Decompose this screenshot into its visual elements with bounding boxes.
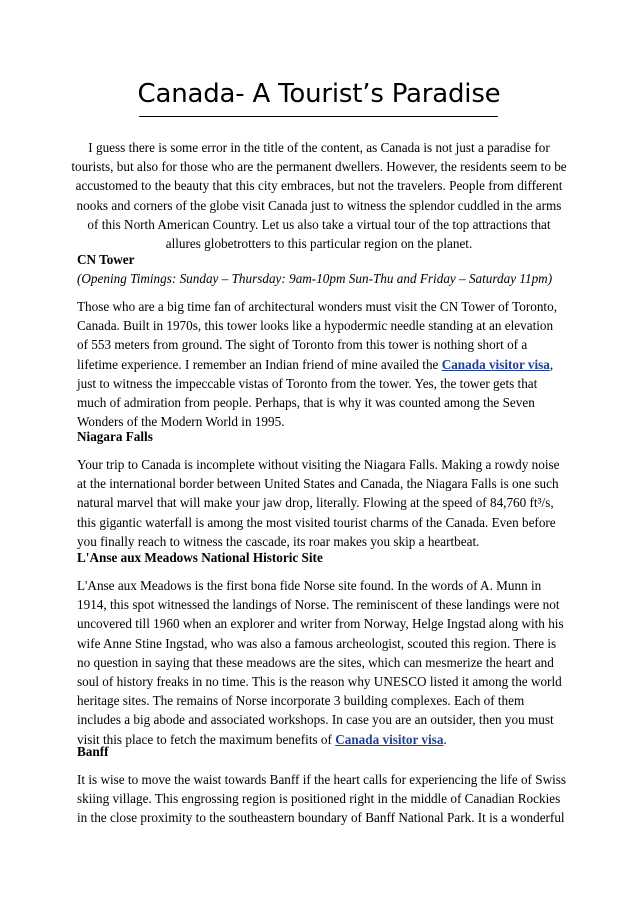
niagara-falls-heading: Niagara Falls	[77, 429, 153, 444]
canada-visitor-visa-link[interactable]: Canada visitor visa	[335, 731, 444, 747]
banff-paragraph: It is wise to move the waist towards Banff if the heart calls for experiencing the life of Swiss skiing village. This engrossing region is positioned right in the middle of Canadian Rockies in the close proximity to the southeastern boundary of Banff National Park. It is a wonderful	[77, 772, 567, 826]
banff-heading: Banff	[77, 744, 109, 759]
lanse-aux-meadows-paragraph	[77, 576, 567, 749]
title-underline	[139, 116, 498, 117]
intro-paragraph: I guess there is some error in the title of the content, as Canada is not just a paradise for tourists, but also for those who are the permanent dwellers. However, the residents seem to be accustomed to the beauty that this city embraces, but not the travelers. People from different nooks and corners of the globe visit Canada just to witness the splendor cuddled in the arms of this North American Country. Let us also take a virtual tour of the top attractions that allures globetrotters to this particular region on the planet.	[71, 140, 567, 252]
lanse-text-after: .	[443, 731, 447, 747]
lanse-text-before: L'Anse aux Meadows is the first bona fide Norse site found. In the words of A. Munn in 1914, this spot witnessed the landings of Norse. The reminiscent of these landings were not uncovered till 1960 when an explorer and writer from Norway, Helge Ingstad along with his wife Anne Stine Ingstad, who was also a famous archeologist, scouted this region. There is no question in saying that these meadows are the sites, which can mesmerize the heart and soul of history freaks in no time. This is the reason why UNESCO listed it among the world heritage sites. The remains of Norse incorporate 3 building complexes. Each of them includes a big abode and associated workshops. In case you are an outsider, then you must visit this place to fetch the maximum benefits of	[77, 578, 564, 747]
niagara-falls-paragraph: Your trip to Canada is incomplete without visiting the Niagara Falls. Making a rowdy noise at the international border between United States and Canada, the Niagara Falls is one such natural marvel that will make your jaw drop, literally. Flowing at the speed of 84,760 ft³/s, this gigantic waterfall is among the most visited tourist charms of the Canada. Even before you finally reach to witness the cascade, its roar makes you skip a heartbeat.	[77, 457, 560, 549]
cn-tower-paragraph	[77, 297, 567, 431]
lanse-aux-meadows-heading: L'Anse aux Meadows National Historic Site	[77, 550, 323, 565]
page-title: Canada- A Tourist’s Paradise	[137, 79, 501, 109]
canada-visitor-visa-link[interactable]: Canada visitor visa	[441, 356, 550, 372]
cn-tower-heading: CN Tower	[77, 252, 135, 267]
cn-tower-text-before: Those who are a big time fan of architectural wonders must visit the CN Tower of Toronto, Canada. Built in 1970s, this tower looks like a hypodermic needle standing at an elevation of 553 meters from ground. The sight of Toronto from this tower is nothing short of a lifetime experience. I remember an Indian friend of mine availed the	[77, 299, 557, 372]
cn-tower-text-after: , just to witness the impeccable vistas of Toronto from the tower. Yes, the tower gets that much of admiration from people. Perhaps, that is why it was counted among the Seven Wonders of the Modern World in 1995.	[77, 356, 554, 430]
cn-tower-timings: (Opening Timings: Sunday – Thursday: 9am-10pm Sun-Thu and Friday – Saturday 11pm)	[77, 271, 553, 286]
